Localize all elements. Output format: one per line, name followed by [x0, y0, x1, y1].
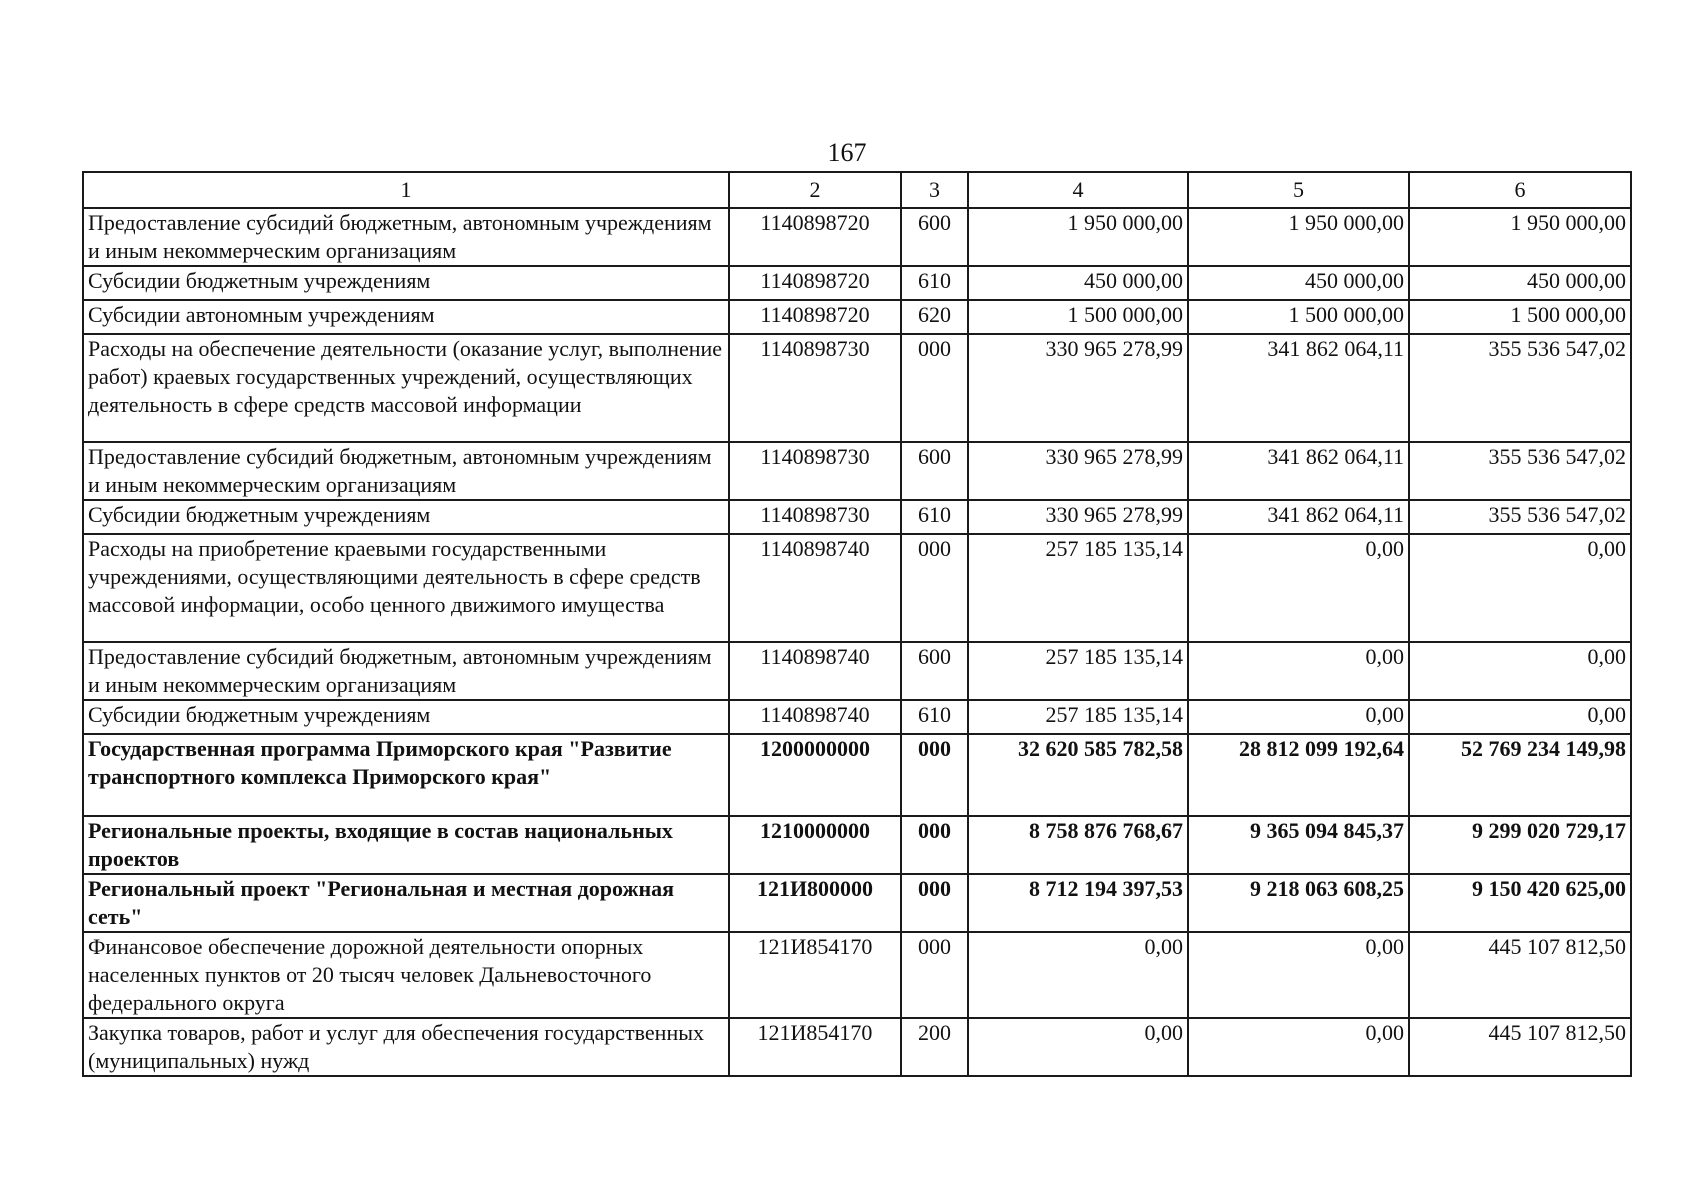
table-row	[83, 534, 1631, 642]
row-kind-cell: 620	[901, 300, 968, 334]
row-code-cell: 1140898740	[729, 642, 901, 700]
header-row	[83, 172, 1631, 208]
row-value-4-cell: 8 758 876 768,67	[968, 816, 1188, 874]
row-code-cell: 1140898730	[729, 334, 901, 442]
row-name-cell: Предоставление субсидий бюджетным, автономным учреждениям и иным некоммерческим организациям	[83, 642, 729, 700]
row-code-cell: 1140898740	[729, 700, 901, 734]
row-kind-cell: 000	[901, 734, 968, 816]
row-code-cell: 1140898720	[729, 266, 901, 300]
row-kind-cell: 200	[901, 1018, 968, 1076]
table-row	[83, 874, 1631, 932]
row-kind-cell: 600	[901, 442, 968, 500]
table-row	[83, 300, 1631, 334]
row-value-5-cell: 9 218 063 608,25	[1188, 874, 1409, 932]
table-row	[83, 932, 1631, 1018]
row-code-cell: 121И854170	[729, 1018, 901, 1076]
row-kind-cell: 600	[901, 208, 968, 266]
row-code-cell: 1140898730	[729, 442, 901, 500]
row-value-6-cell: 355 536 547,02	[1409, 442, 1631, 500]
row-name-cell: Предоставление субсидий бюджетным, автономным учреждениям и иным некоммерческим организациям	[83, 208, 729, 266]
budget-table	[82, 171, 1632, 1077]
row-kind-cell: 000	[901, 816, 968, 874]
row-code-cell: 1210000000	[729, 816, 901, 874]
row-name-cell: Региональный проект "Региональная и местная дорожная сеть"	[83, 874, 729, 932]
row-name-cell: Предоставление субсидий бюджетным, автономным учреждениям и иным некоммерческим организациям	[83, 442, 729, 500]
row-value-5-cell: 0,00	[1188, 700, 1409, 734]
row-value-6-cell: 355 536 547,02	[1409, 334, 1631, 442]
row-code-cell: 1140898720	[729, 300, 901, 334]
row-value-4-cell: 257 185 135,14	[968, 700, 1188, 734]
row-value-5-cell: 450 000,00	[1188, 266, 1409, 300]
row-name-cell: Субсидии автономным учреждениям	[83, 300, 729, 334]
row-name-cell: Расходы на приобретение краевыми государственными учреждениями, осуществляющими деятельность в сфере средств массовой информации, особо ценного движимого имущества	[83, 534, 729, 642]
table-body	[83, 208, 1631, 1076]
row-value-5-cell: 0,00	[1188, 642, 1409, 700]
table-row	[83, 266, 1631, 300]
row-value-4-cell: 32 620 585 782,58	[968, 734, 1188, 816]
row-value-6-cell: 445 107 812,50	[1409, 1018, 1631, 1076]
row-value-4-cell: 330 965 278,99	[968, 442, 1188, 500]
page-number: 167	[827, 138, 867, 167]
row-value-5-cell: 1 500 000,00	[1188, 300, 1409, 334]
column-header-2: 2	[729, 172, 901, 208]
table-row	[83, 208, 1631, 266]
row-value-4-cell: 0,00	[968, 1018, 1188, 1076]
column-header-3: 3	[901, 172, 968, 208]
row-value-6-cell: 0,00	[1409, 700, 1631, 734]
row-name-cell: Субсидии бюджетным учреждениям	[83, 700, 729, 734]
row-value-6-cell: 9 150 420 625,00	[1409, 874, 1631, 932]
table-row	[83, 442, 1631, 500]
row-value-6-cell: 355 536 547,02	[1409, 500, 1631, 534]
row-value-5-cell: 9 365 094 845,37	[1188, 816, 1409, 874]
row-value-6-cell: 450 000,00	[1409, 266, 1631, 300]
row-value-4-cell: 257 185 135,14	[968, 534, 1188, 642]
row-kind-cell: 000	[901, 932, 968, 1018]
column-header-6: 6	[1409, 172, 1631, 208]
table-row	[83, 500, 1631, 534]
row-value-4-cell: 257 185 135,14	[968, 642, 1188, 700]
row-name-cell: Региональные проекты, входящие в состав национальных проектов	[83, 816, 729, 874]
column-header-4: 4	[968, 172, 1188, 208]
table-row	[83, 334, 1631, 442]
row-value-4-cell: 330 965 278,99	[968, 500, 1188, 534]
row-value-4-cell: 330 965 278,99	[968, 334, 1188, 442]
row-value-6-cell: 1 950 000,00	[1409, 208, 1631, 266]
table-row	[83, 734, 1631, 816]
row-code-cell: 1140898730	[729, 500, 901, 534]
row-value-6-cell: 445 107 812,50	[1409, 932, 1631, 1018]
row-name-cell: Расходы на обеспечение деятельности (оказание услуг, выполнение работ) краевых государственных учреждений, осуществляющих деятельность в сфере средств массовой информации	[83, 334, 729, 442]
row-value-4-cell: 450 000,00	[968, 266, 1188, 300]
row-code-cell: 1140898720	[729, 208, 901, 266]
row-name-cell: Субсидии бюджетным учреждениям	[83, 266, 729, 300]
row-code-cell: 121И800000	[729, 874, 901, 932]
row-kind-cell: 000	[901, 534, 968, 642]
row-value-5-cell: 341 862 064,11	[1188, 442, 1409, 500]
row-value-5-cell: 0,00	[1188, 1018, 1409, 1076]
row-value-4-cell: 1 950 000,00	[968, 208, 1188, 266]
row-name-cell: Закупка товаров, работ и услуг для обеспечения государственных (муниципальных) нужд	[83, 1018, 729, 1076]
table-row	[83, 816, 1631, 874]
row-value-5-cell: 28 812 099 192,64	[1188, 734, 1409, 816]
row-value-6-cell: 0,00	[1409, 642, 1631, 700]
row-kind-cell: 610	[901, 500, 968, 534]
table-row	[83, 1018, 1631, 1076]
row-kind-cell: 000	[901, 874, 968, 932]
row-name-cell: Финансовое обеспечение дорожной деятельности опорных населенных пунктов от 20 тысяч человек Дальневосточного федерального округа	[83, 932, 729, 1018]
row-value-6-cell: 9 299 020 729,17	[1409, 816, 1631, 874]
row-value-5-cell: 341 862 064,11	[1188, 500, 1409, 534]
column-header-1: 1	[83, 172, 729, 208]
row-value-4-cell: 8 712 194 397,53	[968, 874, 1188, 932]
row-code-cell: 1200000000	[729, 734, 901, 816]
row-value-5-cell: 0,00	[1188, 534, 1409, 642]
row-value-5-cell: 341 862 064,11	[1188, 334, 1409, 442]
column-header-5: 5	[1188, 172, 1409, 208]
row-name-cell: Субсидии бюджетным учреждениям	[83, 500, 729, 534]
row-value-6-cell: 1 500 000,00	[1409, 300, 1631, 334]
row-name-cell: Государственная программа Приморского края "Развитие транспортного комплекса Приморского края"	[83, 734, 729, 816]
row-kind-cell: 000	[901, 334, 968, 442]
table-row	[83, 642, 1631, 700]
row-kind-cell: 610	[901, 266, 968, 300]
row-value-6-cell: 52 769 234 149,98	[1409, 734, 1631, 816]
row-value-6-cell: 0,00	[1409, 534, 1631, 642]
row-code-cell: 1140898740	[729, 534, 901, 642]
table-row	[83, 700, 1631, 734]
row-kind-cell: 600	[901, 642, 968, 700]
row-kind-cell: 610	[901, 700, 968, 734]
row-code-cell: 121И854170	[729, 932, 901, 1018]
row-value-5-cell: 0,00	[1188, 932, 1409, 1018]
row-value-4-cell: 1 500 000,00	[968, 300, 1188, 334]
row-value-4-cell: 0,00	[968, 932, 1188, 1018]
row-value-5-cell: 1 950 000,00	[1188, 208, 1409, 266]
